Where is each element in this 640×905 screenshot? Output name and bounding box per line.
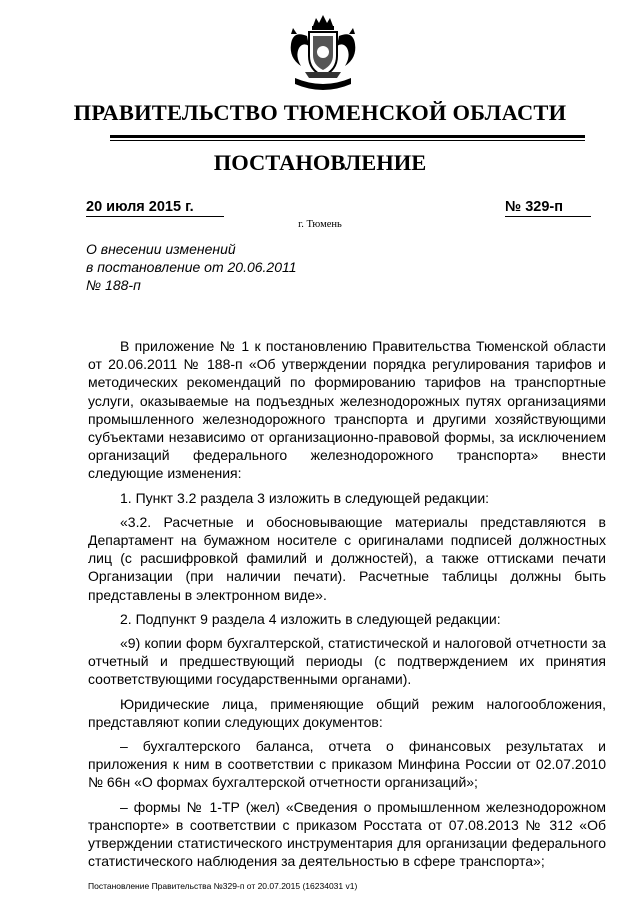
document-date: 20 июля 2015 г. xyxy=(86,199,224,217)
body-paragraph: «3.2. Расчетные и обосновывающие материалы представляются в Департамент на бумажном носителе с оригиналами подписей должностных лиц (с расшифровкой фамилий и должностей), а также оттисками печати Организации (при наличии печати). Расчетные таблицы должны быть представлены в электронном виде». xyxy=(88,513,606,603)
header-rule-thick xyxy=(110,135,585,138)
body-paragraph: В приложение № 1 к постановлению Правительства Тюменской области от 20.06.2011 № 188-п «Об утверждении порядка регулирования тарифов и методических рекомендаций по формированию тарифов на транспортные услуги, оказываемые на подъездных железнодорожных путях организациями промышленного железнодорожного транспорта и другими хозяйствующими субъектами независимо от организационно-правовой формы, за исключением организаций федерального железнодорожного транспорта» внести следующие изменения: xyxy=(88,338,606,482)
header-rule-thin xyxy=(110,140,585,141)
document-subject xyxy=(86,240,297,294)
document-number: № 329-п xyxy=(505,199,591,217)
document-footer: Постановление Правительства №329-п от 20.07.2015 (16234031 v1) xyxy=(88,881,358,891)
document-city: г. Тюмень xyxy=(298,219,342,230)
body-paragraph: Юридические лица, применяющие общий режим налогообложения, представляют копии следующих документов: xyxy=(88,695,606,730)
document-type: ПОСТАНОВЛЕНИЕ xyxy=(213,150,427,175)
body-paragraph: – формы № 1-ТР (жел) «Сведения о промышленном железнодорожном транспорте» в соответствии с приказом Росстата от 07.08.2013 № 312 «Об утверждении статистического инструментария для организации федерального статистического наблюдения за деятельностью в сфере транспорта»; xyxy=(88,798,606,870)
body-paragraph: 1. Пункт 3.2 раздела 3 изложить в следующей редакции: xyxy=(120,489,490,506)
coat-of-arms-icon xyxy=(285,12,361,96)
body-paragraph: «9) копии форм бухгалтерской, статистической и налоговой отчетности за отчетный и предшествующий периоды (с подтверждением их принятия соответствующими государственными органами). xyxy=(88,635,606,688)
subject-line: № 188-п xyxy=(86,277,141,293)
subject-line: О внесении изменений xyxy=(86,241,236,257)
government-title: ПРАВИТЕЛЬСТВО ТЮМЕНСКОЙ ОБЛАСТИ xyxy=(73,100,567,125)
body-paragraph: – бухгалтерского баланса, отчета о финансовых результатах и приложения к ним в соответствии с приказом Минфина России от 02.07.2010 № 66н «О формах бухгалтерской отчетности организаций»; xyxy=(88,738,606,791)
subject-line: в постановление от 20.06.2011 xyxy=(86,259,297,275)
body-paragraph: 2. Подпункт 9 раздела 4 изложить в следующей редакции: xyxy=(120,610,501,627)
document-body xyxy=(88,337,606,876)
